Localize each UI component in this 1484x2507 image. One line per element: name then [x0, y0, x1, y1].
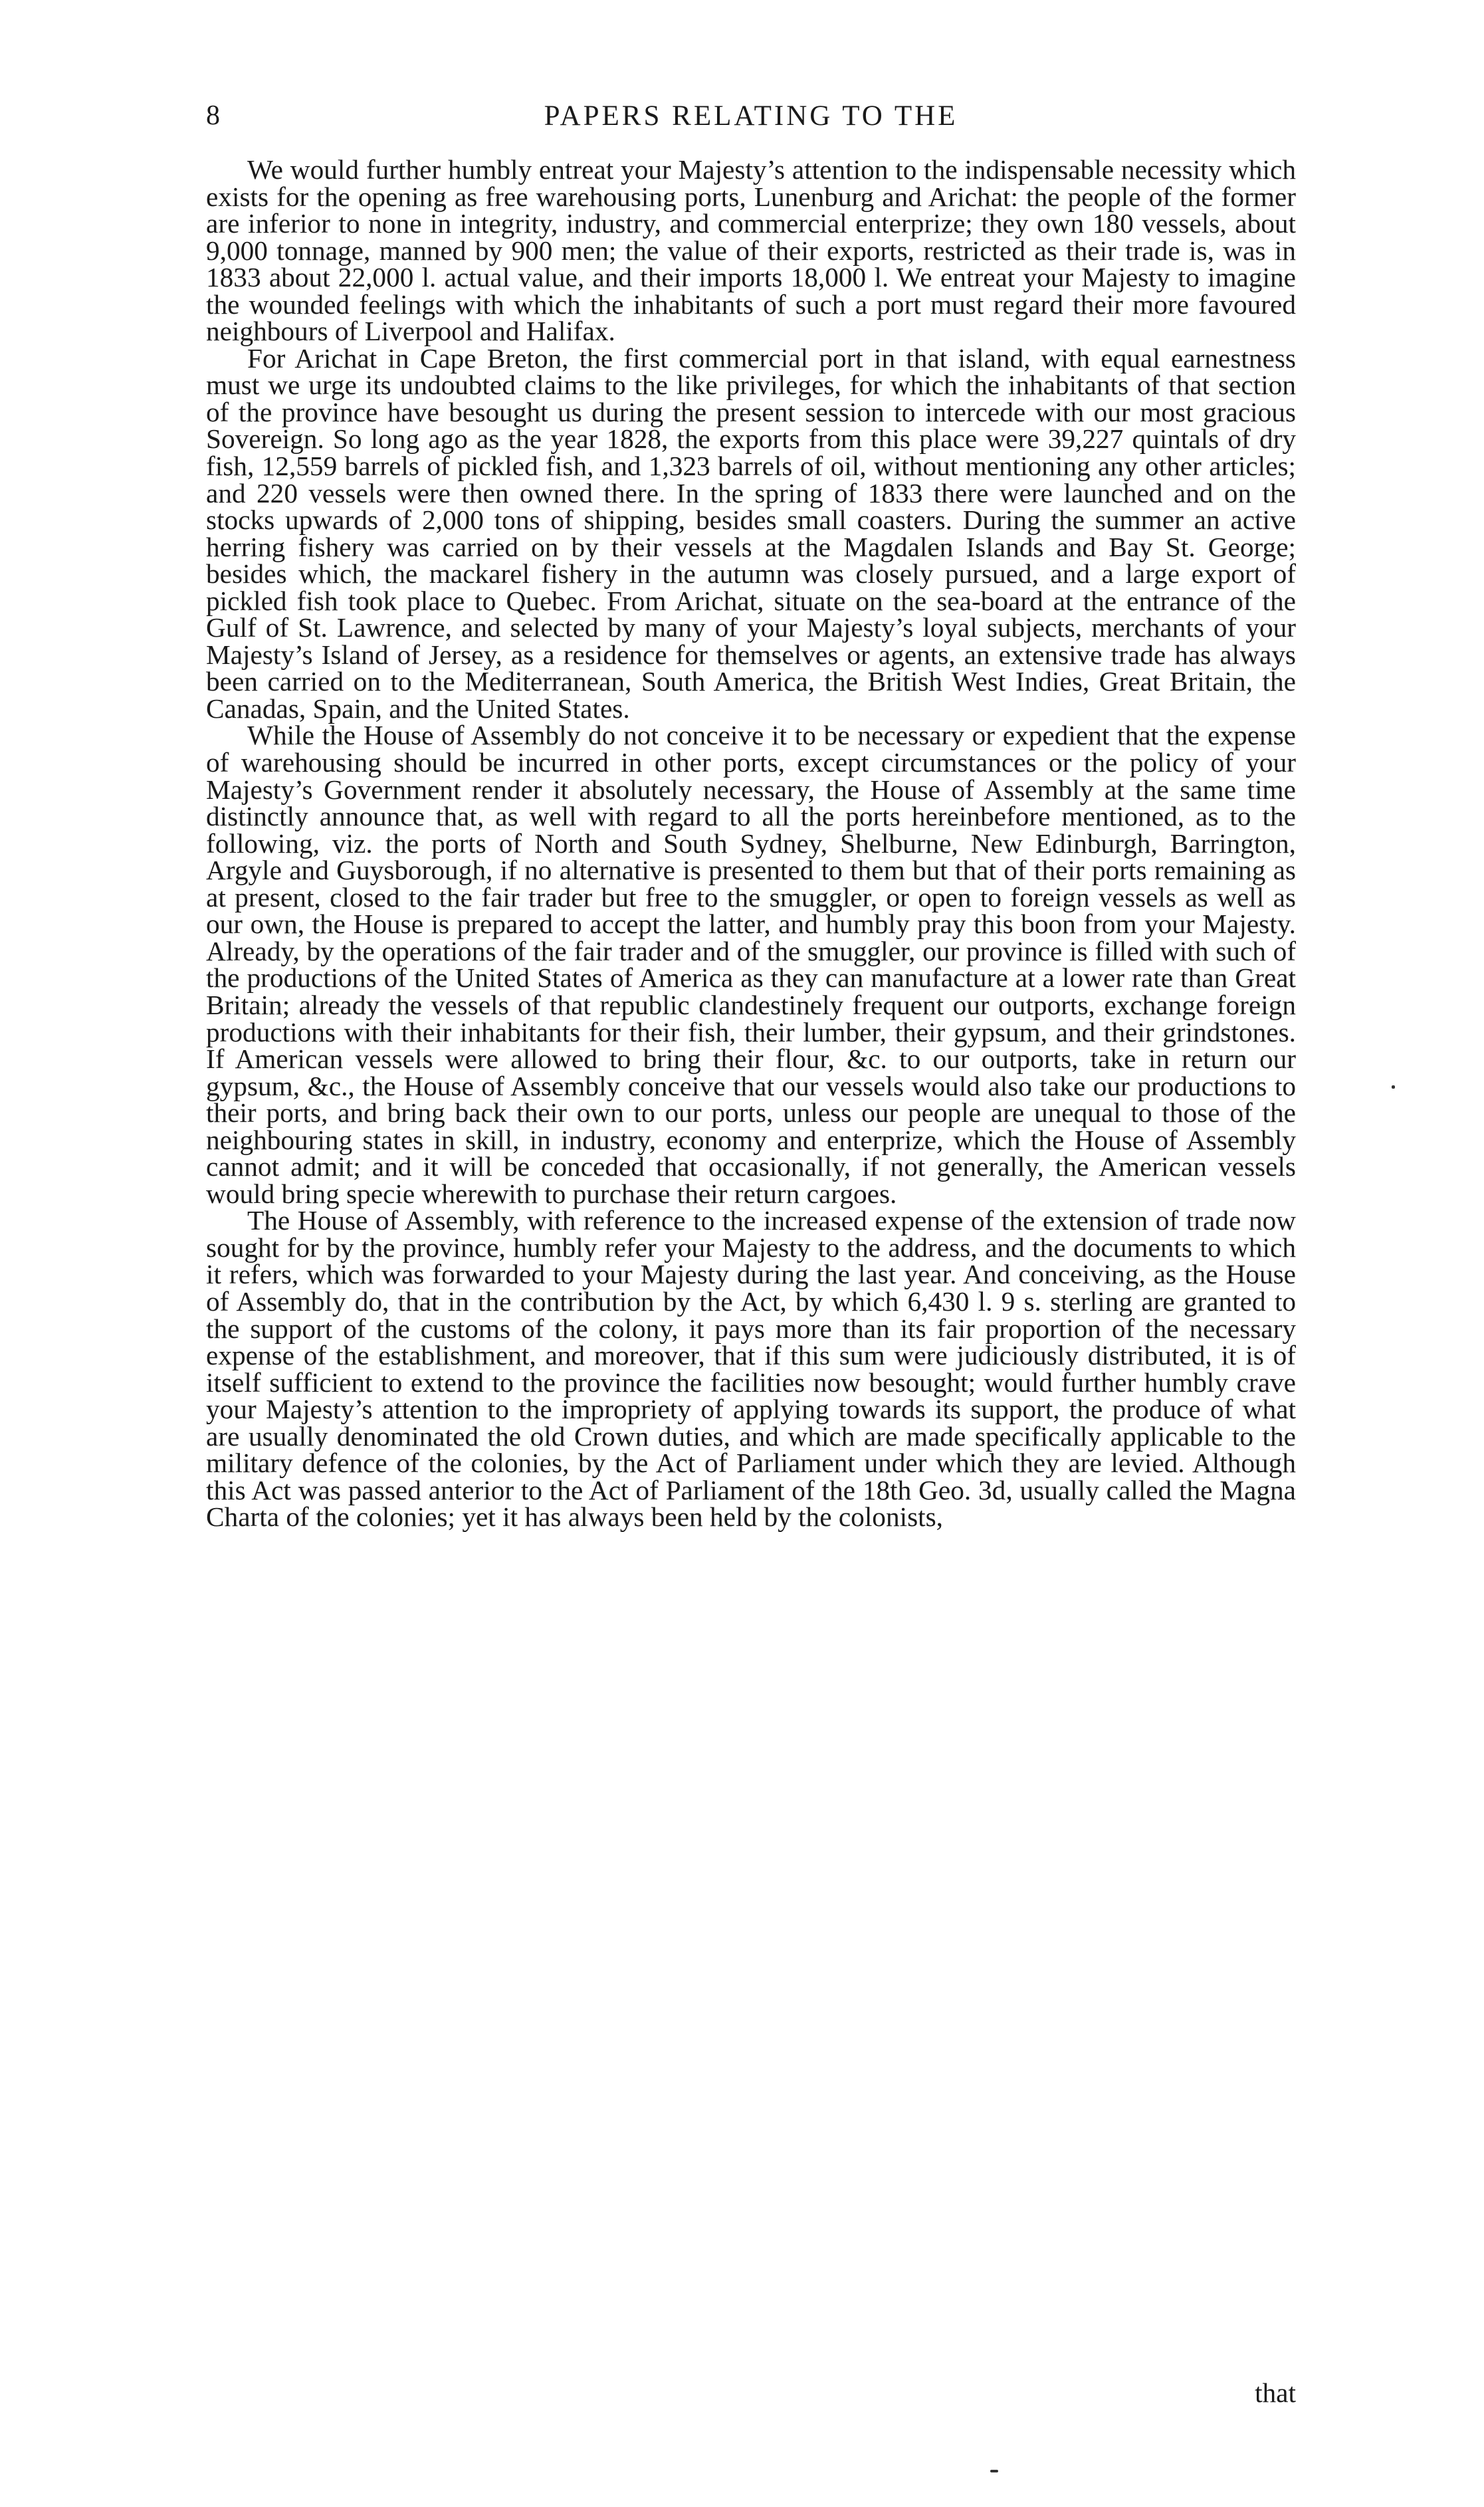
catchword: that	[1255, 2377, 1296, 2408]
bottom-speck-mark	[990, 2470, 998, 2472]
paragraph-lunenburg-arichat: We would further humbly entreat your Majesty’s attention to the indispensable necessity which exists for the opening as free warehousing ports, Lunenburg and Arichat: the people of the former are inferior to none in integrity, industry, and commercial enterprize; they own 180 vessels, about 9,000 tonnage, manned by 900 men; the value of their exports, restricted as their trade is, was in 1833 about 22,000 l. actual value, and their imports 18,000 l. We entreat your Majesty to imagine the wounded feelings with which the inhabitants of such a port must regard their more favoured neighbours of Liverpool and Halifax.	[206, 154, 1296, 347]
running-head	[206, 100, 1296, 140]
margin-speck-mark	[1392, 1085, 1395, 1089]
paragraph-arichat-cape-breton: For Arichat in Cape Breton, the first commercial port in that island, with equal earnestness must we urge its undoubted claims to the like privileges, for which the inhabitants of that section of the province have besought us during the present session to intercede with our most gracious Sovereign. So long ago as the year 1828, the exports from this place were 39,227 quintals of dry fish, 12,559 barrels of pickled fish, and 1,323 barrels of oil, without mentioning any other articles; and 220 vessels were then owned there. In the spring of 1833 there were launched and on the stocks upwards of 2,000 tons of shipping, besides small coasters. During the summer an active herring fishery was carried on by their vessels at the Magdalen Islands and Bay St. George; besides which, the mackarel fishery in the autumn was closely pursued, and a large export of pickled fish took place to Quebec. From Arichat, situate on the sea-board at the entrance of the Gulf of St. Lawrence, and selected by many of your Majesty’s loyal subjects, merchants of your Majesty’s Island of Jersey, as a residence for themselves or agents, an extensive trade has always been carried on to the Mediterranean, South America, the British West Indies, Great Britain, the Canadas, Spain, and the United States.	[206, 342, 1296, 724]
paragraph-crown-duties: The House of Assembly, with reference to the increased expense of the extension of trade now sought for by the province, humbly refer your Majesty to the address, and the documents to which it refers, which was forwarded to your Majesty during the last year. And conceiving, as the House of Assembly do, that in the contribution by the Act, by which 6,430 l. 9 s. sterling are granted to the support of the customs of the colony, it pays more than its fair proportion of the necessary expense of the establishment, and moreover, that if this sum were judiciously distributed, it is of itself sufficient to extend to the province the facilities now besought; would further humbly crave your Majesty’s attention to the impropriety of applying towards its support, the produce of what are usually denominated the old Crown duties, and which are made specifically applicable to the military defence of the colonies, by the Act of Parliament under which they are levied. Although this Act was passed anterior to the Act of Parliament of the 18th Geo. 3d, usually called the Magna Charta of the colonies; yet it has always been held by the colonists,	[206, 1205, 1296, 1533]
page-number: 8	[206, 100, 221, 131]
running-title: PAPERS RELATING TO THE	[544, 100, 958, 132]
body-text	[206, 156, 1296, 1531]
paragraph-warehousing-expense: While the House of Assembly do not conceive it to be necessary or expedient that the expense of warehousing should be incurred in other ports, except circumstances or the policy of your Majesty’s Government render it absolutely necessary, the House of Assembly at the same time distinctly announce that, as well with regard to all the ports hereinbefore mentioned, as to the following, viz. the ports of North and South Sydney, Shelburne, New Edinburgh, Barrington, Argyle and Guysborough, if no alternative is presented to them but that of their ports remaining as at present, closed to the fair trader but free to the smuggler, or open to foreign vessels as well as our own, the House is prepared to accept the latter, and humbly pray this boon from your Majesty. Already, by the operations of the fair trader and of the smuggler, our province is filled with such of the productions of the United States of America as they can manufacture at a lower rate than Great Britain; already the vessels of that republic clandestinely frequent our outports, exchange foreign productions with their inhabitants for their fish, their lumber, their gypsum, and their grindstones. If American vessels were allowed to bring their flour, &c. to our outports, take in return our gypsum, &c., the House of Assembly conceive that our vessels would also take our productions to their ports, and bring back their own to our ports, unless our people are unequal to those of the neighbouring states in skill, in industry, economy and enterprize, which the House of Assembly cannot admit; and it will be conceded that occasionally, if not generally, the American vessels would bring specie wherewith to purchase their return cargoes.	[206, 720, 1296, 1209]
